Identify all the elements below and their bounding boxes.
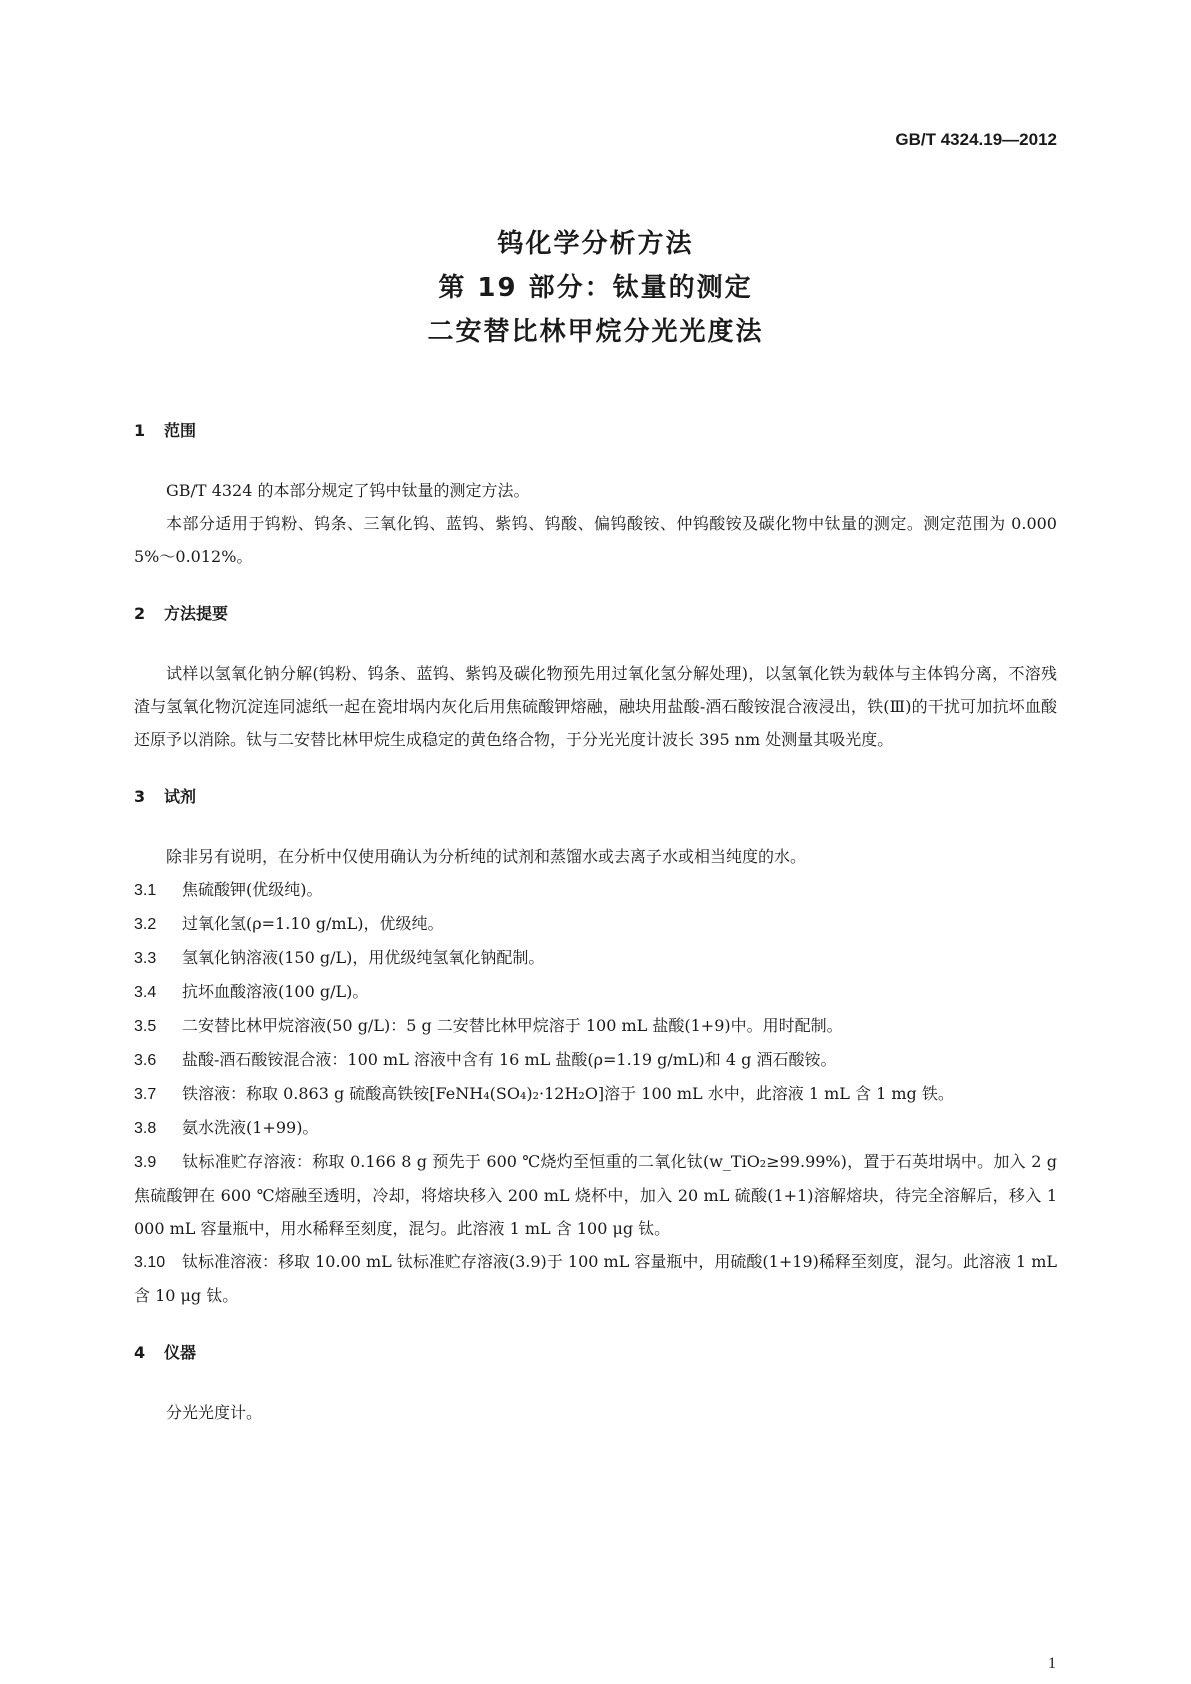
item-number: 3.8 <box>134 1120 157 1137</box>
reagent-item <box>134 1043 1057 1077</box>
reagent-item <box>134 1245 1057 1312</box>
section-heading-principle <box>134 601 1057 627</box>
item-number: 3.5 <box>134 1018 157 1035</box>
document-body <box>134 418 1057 1429</box>
section-title: 仪器 <box>164 1343 197 1362</box>
title-line-2: 第 19 部分：钛量的测定 <box>438 273 753 303</box>
paragraph: 分光光度计。 <box>166 1403 263 1422</box>
section-heading-reagents <box>134 784 1057 810</box>
item-text: 氨水洗液(1+99)。 <box>182 1118 319 1137</box>
reagent-item <box>134 1009 1057 1043</box>
item-number: 3.2 <box>134 916 157 933</box>
document-title <box>0 222 1191 354</box>
paragraph: 试样以氢氧化钠分解(钨粉、钨条、蓝钨、紫钨及碳化物预先用过氧化氢分解处理)，以氢氧化铁为载体与主体钨分离，不溶残渣与氢氧化物沉淀连同滤纸一起在瓷坩埚内灰化后用焦硫酸钾熔融，融块用盐酸-酒石酸铵混合液浸出，铁(Ⅲ)的干扰可加抗坏血酸还原予以消除。钛与二安替比林甲烷生成稳定的黄色络合物，于分光光度计波长 395 nm 处测量其吸光度。 <box>134 664 1057 749</box>
reagent-item <box>134 1077 1057 1111</box>
section-heading-scope <box>134 418 1057 444</box>
section-title: 试剂 <box>164 787 197 806</box>
item-number: 3.6 <box>134 1052 157 1069</box>
title-line-3: 二安替比林甲烷分光光度法 <box>427 317 764 347</box>
item-text: 钛标准贮存溶液：称取 0.166 8 g 预先于 600 ℃烧灼至恒重的二氧化钛(w_TiO₂≥99.99%)，置于石英坩埚中。加入 2 g 焦硫酸钾在 600 ℃熔融至透明，冷却，将熔块移入 200 mL 烧杯中，加入 20 mL 硫酸(1+1)溶解熔块，待完全溶解后，移入 1 000 mL 容量瓶中，用水稀释至刻度，混匀。此溶液 1 mL 含 100 μg 钛。 <box>134 1152 1057 1238</box>
reagent-item <box>134 873 1057 907</box>
section-number: 1 <box>134 421 146 440</box>
title-line-1: 钨化学分析方法 <box>497 229 694 259</box>
item-text: 氢氧化钠溶液(150 g/L)，用优级纯氢氧化钠配制。 <box>182 948 545 967</box>
item-number: 3.3 <box>134 950 157 967</box>
section-title: 范围 <box>164 421 197 440</box>
item-text: 钛标准溶液：移取 10.00 mL 钛标准贮存溶液(3.9)于 100 mL 容量瓶中，用硫酸(1+19)稀释至刻度，混匀。此溶液 1 mL 含 10 μg 钛。 <box>134 1252 1057 1305</box>
item-text: 盐酸-酒石酸铵混合液：100 mL 溶液中含有 16 mL 盐酸(ρ=1.19 g/mL)和 4 g 酒石酸铵。 <box>182 1050 837 1069</box>
item-number: 3.9 <box>134 1154 157 1171</box>
item-number: 3.10 <box>134 1254 166 1271</box>
section-title: 方法提要 <box>164 604 229 623</box>
reagent-item <box>134 907 1057 941</box>
reagent-item <box>134 1145 1057 1245</box>
section-number: 3 <box>134 787 146 806</box>
paragraph: GB/T 4324 的本部分规定了钨中钛量的测定方法。 <box>166 481 530 500</box>
reagent-item <box>134 1111 1057 1145</box>
item-text: 铁溶液：称取 0.863 g 硫酸高铁铵[FeNH₄(SO₄)₂·12H₂O]溶于 100 mL 水中，此溶液 1 mL 含 1 mg 铁。 <box>182 1084 954 1103</box>
reagent-item <box>134 941 1057 975</box>
section-number: 4 <box>134 1343 146 1362</box>
section-number: 2 <box>134 604 146 623</box>
item-text: 过氧化氢(ρ=1.10 g/mL)，优级纯。 <box>182 914 444 933</box>
item-text: 焦硫酸钾(优级纯)。 <box>182 880 323 899</box>
item-number: 3.1 <box>134 882 157 899</box>
item-text: 抗坏血酸溶液(100 g/L)。 <box>182 982 369 1001</box>
reagent-item <box>134 975 1057 1009</box>
item-number: 3.7 <box>134 1086 157 1103</box>
section-heading-apparatus <box>134 1340 1057 1366</box>
standard-number: GB/T 4324.19—2012 <box>895 130 1057 149</box>
page-number: 1 <box>1048 1655 1056 1672</box>
paragraph: 除非另有说明，在分析中仅使用确认为分析纯的试剂和蒸馏水或去离子水或相当纯度的水。 <box>166 847 807 866</box>
item-text: 二安替比林甲烷溶液(50 g/L)：5 g 二安替比林甲烷溶于 100 mL 盐酸(1+9)中。用时配制。 <box>182 1016 843 1035</box>
item-number: 3.4 <box>134 984 157 1001</box>
paragraph: 本部分适用于钨粉、钨条、三氧化钨、蓝钨、紫钨、钨酸、偏钨酸铵、仲钨酸铵及碳化物中钛量的测定。测定范围为 0.000 5%～0.012%。 <box>134 514 1057 566</box>
